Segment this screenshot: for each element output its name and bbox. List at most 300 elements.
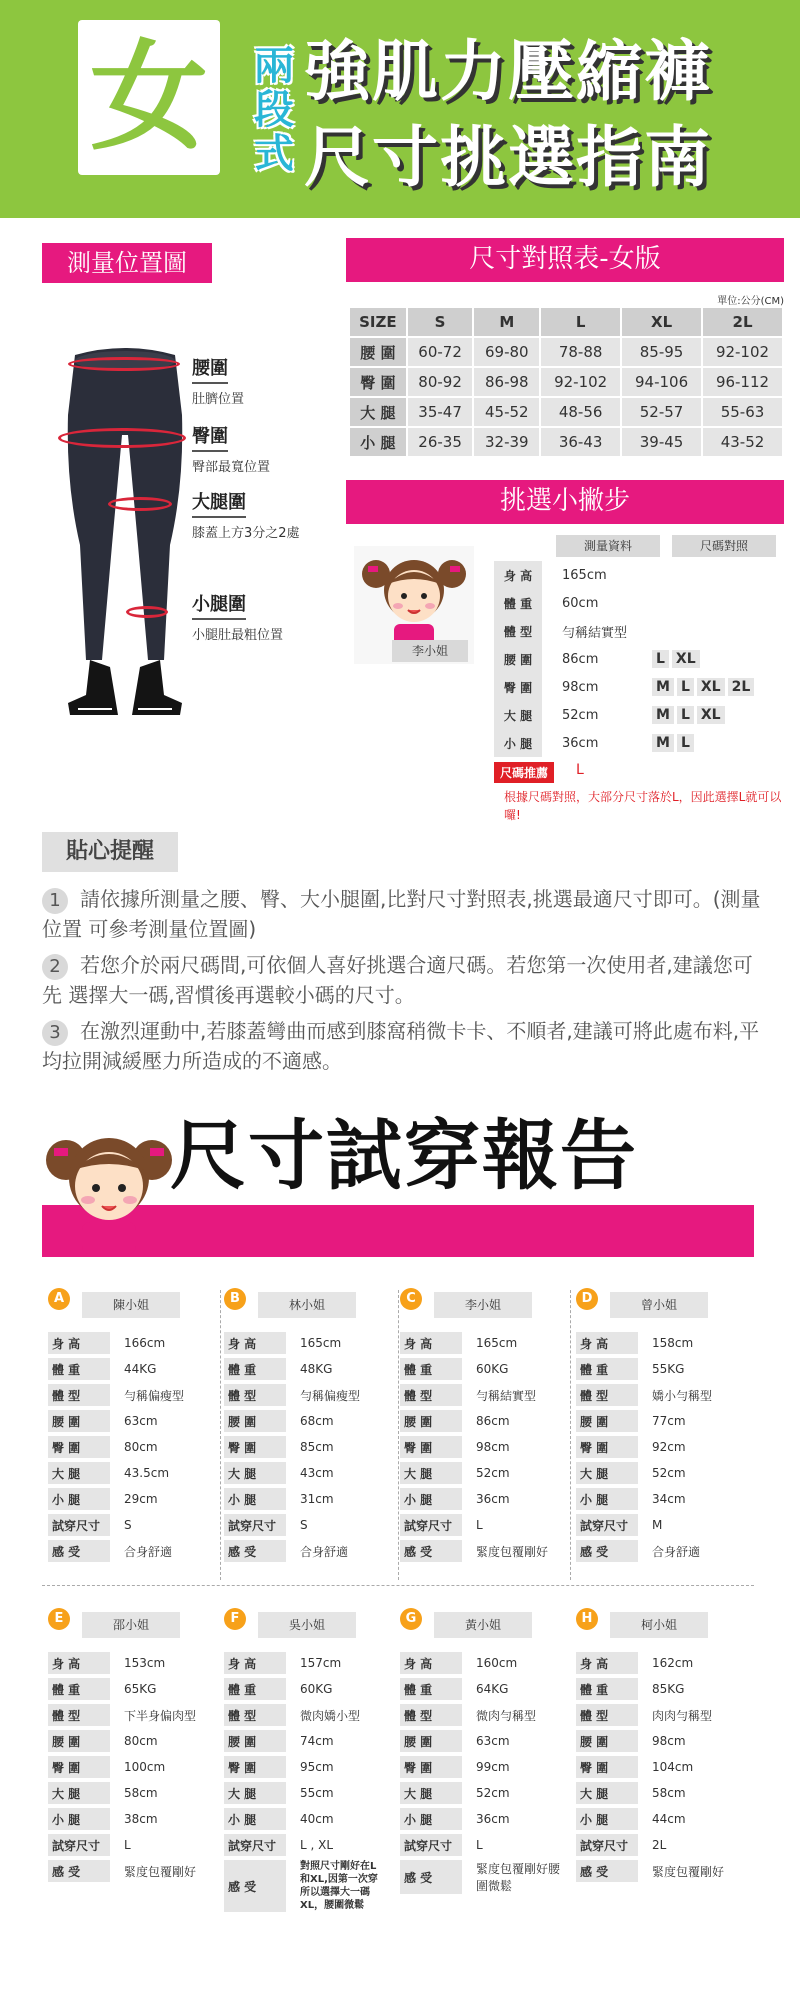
value-cell: 85KG: [652, 1682, 685, 1696]
key-cell: 身 高: [48, 1332, 110, 1354]
table-row: [494, 617, 757, 645]
steps-person-name: 李小姐: [392, 640, 468, 662]
table-row: [400, 1756, 562, 1778]
table-row: [400, 1436, 562, 1458]
card-letter: D: [576, 1288, 598, 1310]
key-cell: 體 型: [400, 1384, 462, 1406]
size-tag: M: [652, 678, 674, 696]
key-cell: 臀 圍: [576, 1436, 638, 1458]
card-header: [400, 1280, 562, 1318]
value-cell: 43.5cm: [124, 1466, 170, 1480]
key-cell: 腰 圍: [494, 645, 542, 673]
table-header-cell: 2L: [703, 308, 782, 336]
key-cell: 感 受: [224, 1540, 286, 1562]
size-tag: M: [652, 734, 674, 752]
key-cell: 體 型: [48, 1384, 110, 1406]
header-title-2: 尺寸挑選指南: [304, 119, 712, 196]
card-letter: E: [48, 1608, 70, 1630]
card-table: [224, 1648, 386, 1916]
key-cell: 體 型: [224, 1384, 286, 1406]
value-cell: 合身舒適: [652, 1544, 701, 1559]
table-row: [576, 1514, 738, 1536]
key-cell: 小 腿: [400, 1488, 462, 1510]
table-row: [494, 589, 757, 617]
table-row: [48, 1462, 210, 1484]
value-cell: 166cm: [124, 1336, 166, 1350]
table-row: [576, 1782, 738, 1804]
size-tag: XL: [697, 706, 725, 724]
key-cell: 腰 圍: [48, 1410, 110, 1432]
table-cell: 85-95: [622, 338, 701, 366]
table-cell: 39-45: [622, 428, 701, 456]
table-row: [576, 1462, 738, 1484]
key-cell: 體 型: [576, 1704, 638, 1726]
card-header: [48, 1600, 210, 1638]
table-row: [48, 1488, 210, 1510]
key-cell: 大 腿: [400, 1462, 462, 1484]
value-cell: L , XL: [300, 1838, 334, 1852]
recommend-value: L: [576, 762, 584, 778]
key-cell: 大 腿: [494, 701, 542, 729]
key-cell: 體 重: [48, 1358, 110, 1380]
card-table: [224, 1328, 386, 1566]
key-cell: 大 腿: [400, 1782, 462, 1804]
card-table: [48, 1328, 210, 1566]
key-cell: 身 高: [400, 1652, 462, 1674]
value-cell: 44cm: [652, 1812, 686, 1826]
table-row: [48, 1652, 210, 1674]
tip-item: [42, 1016, 762, 1076]
table-row: [48, 1514, 210, 1536]
key-cell: 體 型: [494, 617, 542, 645]
key-cell: 大 腿: [576, 1462, 638, 1484]
measure-title: 測量位置圖: [42, 243, 212, 283]
value-cell: 合身舒適: [124, 1544, 173, 1559]
card-header: [224, 1280, 386, 1318]
vertical-char: 式: [254, 131, 294, 177]
tip-number: 3: [42, 1020, 68, 1046]
table-row: [350, 338, 782, 366]
table-row: [48, 1384, 210, 1406]
value-cell: 80cm: [124, 1440, 158, 1454]
table-header-cell: L: [541, 308, 620, 336]
table-row: [494, 701, 757, 729]
label-desc: 肚臍位置: [192, 392, 245, 407]
key-cell: 臀 圍: [494, 673, 542, 701]
table-row: [576, 1808, 738, 1830]
value-cell: 29cm: [124, 1492, 158, 1506]
value-cell: 下半身偏肉型: [124, 1708, 197, 1723]
key-cell: 大 腿: [224, 1462, 286, 1484]
table-row: [576, 1730, 738, 1752]
table-row: [224, 1730, 386, 1752]
key-cell: 感 受: [48, 1860, 110, 1882]
sizechart-title: 尺寸對照表-女版: [346, 238, 784, 282]
waist-marker: [68, 357, 180, 371]
value-cell: 153cm: [124, 1656, 166, 1670]
key-cell: 腰 圍: [576, 1730, 638, 1752]
report-card: [48, 1280, 210, 1566]
table-row: [400, 1704, 562, 1726]
hip-marker: [58, 428, 186, 448]
key-cell: 試穿尺寸: [48, 1834, 110, 1856]
key-cell: 體 重: [400, 1358, 462, 1380]
card-name: 黃小姐: [434, 1612, 532, 1638]
label-thigh: [192, 488, 300, 541]
value-cell: 52cm: [562, 707, 599, 723]
table-header-cell: SIZE: [350, 308, 406, 336]
tag-cell: [652, 701, 757, 729]
steps-table: [494, 561, 757, 757]
key-cell: 身 高: [224, 1332, 286, 1354]
table-row: [576, 1860, 738, 1882]
table-row: [400, 1540, 562, 1562]
table-row: [576, 1834, 738, 1856]
value-cell: 36cm: [476, 1812, 510, 1826]
key-cell: 小 腿: [48, 1808, 110, 1830]
table-row: [224, 1436, 386, 1458]
value-cell: L: [476, 1838, 483, 1852]
key-cell: 體 重: [224, 1358, 286, 1380]
table-cell: 36-43: [541, 428, 620, 456]
tip-number: 1: [42, 888, 68, 914]
table-row: [400, 1488, 562, 1510]
table-row: [224, 1860, 386, 1912]
size-tag: L: [652, 650, 669, 668]
steps-col1-header: 測量資料: [556, 535, 660, 557]
card-letter: G: [400, 1608, 422, 1630]
card-header: [576, 1600, 738, 1638]
card-table: [48, 1648, 210, 1886]
key-cell: 小 腿: [48, 1488, 110, 1510]
table-row: [224, 1540, 386, 1562]
key-cell: 體 重: [576, 1358, 638, 1380]
key-cell: 體 重: [576, 1678, 638, 1700]
tag-cell: [652, 673, 757, 701]
value-cell: 34cm: [652, 1492, 686, 1506]
card-header: [224, 1600, 386, 1638]
key-cell: 腰 圍: [400, 1730, 462, 1752]
unit-note: 單位:公分(CM): [717, 296, 784, 307]
table-cell: 78-88: [541, 338, 620, 366]
value-cell: 60KG: [300, 1682, 333, 1696]
vertical-label: [250, 44, 298, 176]
key-cell: 體 型: [48, 1704, 110, 1726]
value-cell: 44KG: [124, 1362, 157, 1376]
recommend-label: 尺碼推薦: [494, 762, 554, 783]
report-card: [400, 1280, 562, 1566]
value-cell: 92cm: [652, 1440, 686, 1454]
key-cell: 試穿尺寸: [224, 1834, 286, 1856]
key-cell: 身 高: [576, 1652, 638, 1674]
table-row: [576, 1436, 738, 1458]
leggings-figure: [60, 345, 190, 740]
table-row: [48, 1410, 210, 1432]
tip-number: 2: [42, 954, 68, 980]
value-cell: 48KG: [300, 1362, 333, 1376]
key-cell: 腰 圍: [48, 1730, 110, 1752]
table-row: [576, 1358, 738, 1380]
value-cell: 98cm: [562, 679, 599, 695]
table-cell: 腰 圍: [350, 338, 406, 366]
steps-title: 挑選小撇步: [346, 480, 784, 524]
table-header-cell: XL: [622, 308, 701, 336]
header-title-1: 強肌力壓縮褲: [304, 33, 712, 110]
value-cell: 緊度包覆剛好腰圍微鬆: [476, 1862, 561, 1893]
key-cell: 腰 圍: [224, 1730, 286, 1752]
key-cell: 臀 圍: [400, 1436, 462, 1458]
table-cell: 大 腿: [350, 398, 406, 426]
value-cell: S: [300, 1518, 308, 1532]
table-row: [48, 1782, 210, 1804]
value-cell: 60KG: [476, 1362, 509, 1376]
value-cell: 60cm: [562, 595, 599, 611]
key-cell: 感 受: [576, 1540, 638, 1562]
table-row: [224, 1756, 386, 1778]
table-cell: 55-63: [703, 398, 782, 426]
tip-text: 請依據所測量之腰、臀、大小腿圍,比對尺寸對照表,挑選最適尺寸即可。(測量位置 可參考測量位置圖): [42, 887, 761, 941]
table-row: [48, 1332, 210, 1354]
value-cell: 55cm: [300, 1786, 334, 1800]
report-card: [224, 1600, 386, 1916]
label-waist: [192, 354, 244, 407]
value-cell: L: [124, 1838, 131, 1852]
table-cell: 60-72: [408, 338, 473, 366]
value-cell: 165cm: [476, 1336, 518, 1350]
value-cell: 55KG: [652, 1362, 685, 1376]
value-cell: 165cm: [562, 567, 607, 583]
key-cell: 臀 圍: [224, 1436, 286, 1458]
col-divider: [570, 1290, 571, 1580]
value-cell: 52cm: [476, 1466, 510, 1480]
key-cell: 身 高: [494, 561, 542, 589]
calf-marker: [126, 606, 168, 618]
label-desc: 膝蓋上方3分之2處: [192, 526, 300, 541]
table-row: [494, 561, 757, 589]
tip-item: [42, 884, 762, 944]
key-cell: 腰 圍: [576, 1410, 638, 1432]
table-row: [494, 645, 757, 673]
value-cell: 2L: [652, 1838, 667, 1852]
table-cell: 26-35: [408, 428, 473, 456]
card-header: [400, 1600, 562, 1638]
value-cell: 勻稱偏瘦型: [300, 1388, 361, 1403]
report-card: [576, 1600, 738, 1886]
value-cell: 104cm: [652, 1760, 694, 1774]
key-cell: 體 重: [48, 1678, 110, 1700]
col-divider: [220, 1290, 221, 1580]
key-cell: 小 腿: [400, 1808, 462, 1830]
key-cell: 身 高: [48, 1652, 110, 1674]
table-row: [576, 1332, 738, 1354]
card-name: 李小姐: [434, 1292, 532, 1318]
table-row: [48, 1834, 210, 1856]
card-letter: B: [224, 1288, 246, 1310]
label-desc: 小腿肚最粗位置: [192, 628, 284, 643]
value-cell: M: [652, 1518, 663, 1532]
size-tag: L: [677, 706, 694, 724]
card-name: 邵小姐: [82, 1612, 180, 1638]
value-cell: 98cm: [652, 1734, 686, 1748]
table-cell: 52-57: [622, 398, 701, 426]
table-row: [224, 1808, 386, 1830]
label-hip: [192, 422, 270, 475]
value-cell: 勻稱結實型: [476, 1388, 537, 1403]
card-letter: H: [576, 1608, 598, 1630]
table-row: [400, 1678, 562, 1700]
value-cell: 合身舒適: [300, 1544, 349, 1559]
key-cell: 小 腿: [576, 1808, 638, 1830]
table-row: [48, 1808, 210, 1830]
key-cell: 試穿尺寸: [576, 1514, 638, 1536]
col-divider: [398, 1290, 399, 1580]
table-row: [576, 1410, 738, 1432]
key-cell: 臀 圍: [576, 1756, 638, 1778]
key-cell: 體 重: [494, 589, 542, 617]
table-row: [48, 1704, 210, 1726]
value-cell: 162cm: [652, 1656, 694, 1670]
card-name: 曾小姐: [610, 1292, 708, 1318]
table-row: [494, 729, 757, 757]
card-table: [576, 1648, 738, 1886]
table-row: [400, 1514, 562, 1536]
table-row: [400, 1860, 562, 1894]
value-cell: 65KG: [124, 1682, 157, 1696]
tip-text: 若您介於兩尺碼間,可依個人喜好挑選合適尺碼。若您第一次使用者,建議您可先 選擇大一碼,習慣後再選較小碼的尺寸。: [42, 953, 753, 1007]
table-row: [494, 673, 757, 701]
table-row: [48, 1678, 210, 1700]
thigh-marker: [108, 497, 172, 511]
key-cell: 感 受: [400, 1540, 462, 1562]
key-cell: 體 重: [400, 1678, 462, 1700]
key-cell: 體 重: [224, 1678, 286, 1700]
girl-mascot-icon: [44, 1118, 174, 1258]
value-cell: 肉肉勻稱型: [652, 1708, 713, 1723]
value-cell: 52cm: [476, 1786, 510, 1800]
size-tag: XL: [672, 650, 700, 668]
tag-cell: [652, 589, 757, 617]
card-header: [576, 1280, 738, 1318]
value-cell: 100cm: [124, 1760, 166, 1774]
value-cell: 40cm: [300, 1812, 334, 1826]
report-card: [576, 1280, 738, 1566]
table-cell: 小 腿: [350, 428, 406, 456]
tip-item: [42, 950, 762, 1010]
value-cell: 80cm: [124, 1734, 158, 1748]
key-cell: 大 腿: [224, 1782, 286, 1804]
table-row: [224, 1834, 386, 1856]
card-name: 陳小姐: [82, 1292, 180, 1318]
key-cell: 臀 圍: [48, 1436, 110, 1458]
value-cell: 86cm: [562, 651, 599, 667]
label-name: 小腿圍: [192, 590, 246, 620]
tag-cell: [652, 561, 757, 589]
table-row: [350, 428, 782, 456]
table-row: [576, 1652, 738, 1674]
value-cell: 勻稱結實型: [562, 625, 628, 641]
value-cell: 95cm: [300, 1760, 334, 1774]
size-table: [348, 306, 784, 458]
label-calf: [192, 590, 283, 643]
value-cell: 74cm: [300, 1734, 334, 1748]
key-cell: 小 腿: [224, 1488, 286, 1510]
key-cell: 試穿尺寸: [224, 1514, 286, 1536]
value-cell: 緊度包覆剛好: [124, 1864, 197, 1879]
key-cell: 小 腿: [576, 1488, 638, 1510]
value-cell: 38cm: [124, 1812, 158, 1826]
table-row: [400, 1652, 562, 1674]
table-row: [224, 1514, 386, 1536]
value-cell: 勻稱偏瘦型: [124, 1388, 185, 1403]
table-row: [350, 398, 782, 426]
report-divider: [42, 1585, 754, 1586]
table-cell: 48-56: [541, 398, 620, 426]
key-cell: 腰 圍: [400, 1410, 462, 1432]
table-row: [400, 1730, 562, 1752]
table-row: [48, 1730, 210, 1752]
key-cell: 體 型: [400, 1704, 462, 1726]
tip-text: 在激烈運動中,若膝蓋彎曲而感到膝窩稍微卡卡、不順者,建議可將此處布料,平 均拉開減緩壓力所造成的不適感。: [42, 1019, 760, 1073]
table-row: [576, 1678, 738, 1700]
value-cell: 31cm: [300, 1492, 334, 1506]
label-name: 大腿圍: [192, 488, 246, 518]
key-cell: 體 型: [576, 1384, 638, 1406]
table-row: [224, 1462, 386, 1484]
key-cell: 感 受: [576, 1860, 638, 1882]
key-cell: 試穿尺寸: [48, 1514, 110, 1536]
steps-col2-header: 尺碼對照: [672, 535, 776, 557]
table-row: [48, 1540, 210, 1562]
key-cell: 感 受: [224, 1860, 286, 1912]
card-letter: C: [400, 1288, 422, 1310]
card-letter: A: [48, 1288, 70, 1310]
card-name: 吳小姐: [258, 1612, 356, 1638]
label-name: 腰圍: [192, 354, 228, 384]
table-row: [400, 1782, 562, 1804]
table-cell: 92-102: [703, 338, 782, 366]
value-cell: 36cm: [476, 1492, 510, 1506]
table-row: [224, 1652, 386, 1674]
key-cell: 試穿尺寸: [576, 1834, 638, 1856]
report-card: [48, 1600, 210, 1886]
table-header-cell: S: [408, 308, 473, 336]
value-cell: 77cm: [652, 1414, 686, 1428]
report-card: [224, 1280, 386, 1566]
female-badge: 女: [78, 20, 220, 175]
value-cell: 86cm: [476, 1414, 510, 1428]
value-cell: 85cm: [300, 1440, 334, 1454]
vertical-char: 兩: [254, 43, 294, 89]
table-row: [576, 1704, 738, 1726]
table-row: [48, 1756, 210, 1778]
value-cell: L: [476, 1518, 483, 1532]
card-table: [576, 1328, 738, 1566]
table-cell: 86-98: [474, 368, 539, 396]
table-row: [576, 1756, 738, 1778]
table-row: [48, 1860, 210, 1882]
card-name: 林小姐: [258, 1292, 356, 1318]
key-cell: 身 高: [400, 1332, 462, 1354]
value-cell: 嬌小勻稱型: [652, 1388, 713, 1403]
table-cell: 69-80: [474, 338, 539, 366]
card-letter: F: [224, 1608, 246, 1630]
key-cell: 感 受: [400, 1860, 462, 1894]
key-cell: 大 腿: [48, 1782, 110, 1804]
value-cell: 緊度包覆剛好: [652, 1864, 725, 1879]
value-cell: 68cm: [300, 1414, 334, 1428]
table-cell: 45-52: [474, 398, 539, 426]
value-cell: 58cm: [652, 1786, 686, 1800]
